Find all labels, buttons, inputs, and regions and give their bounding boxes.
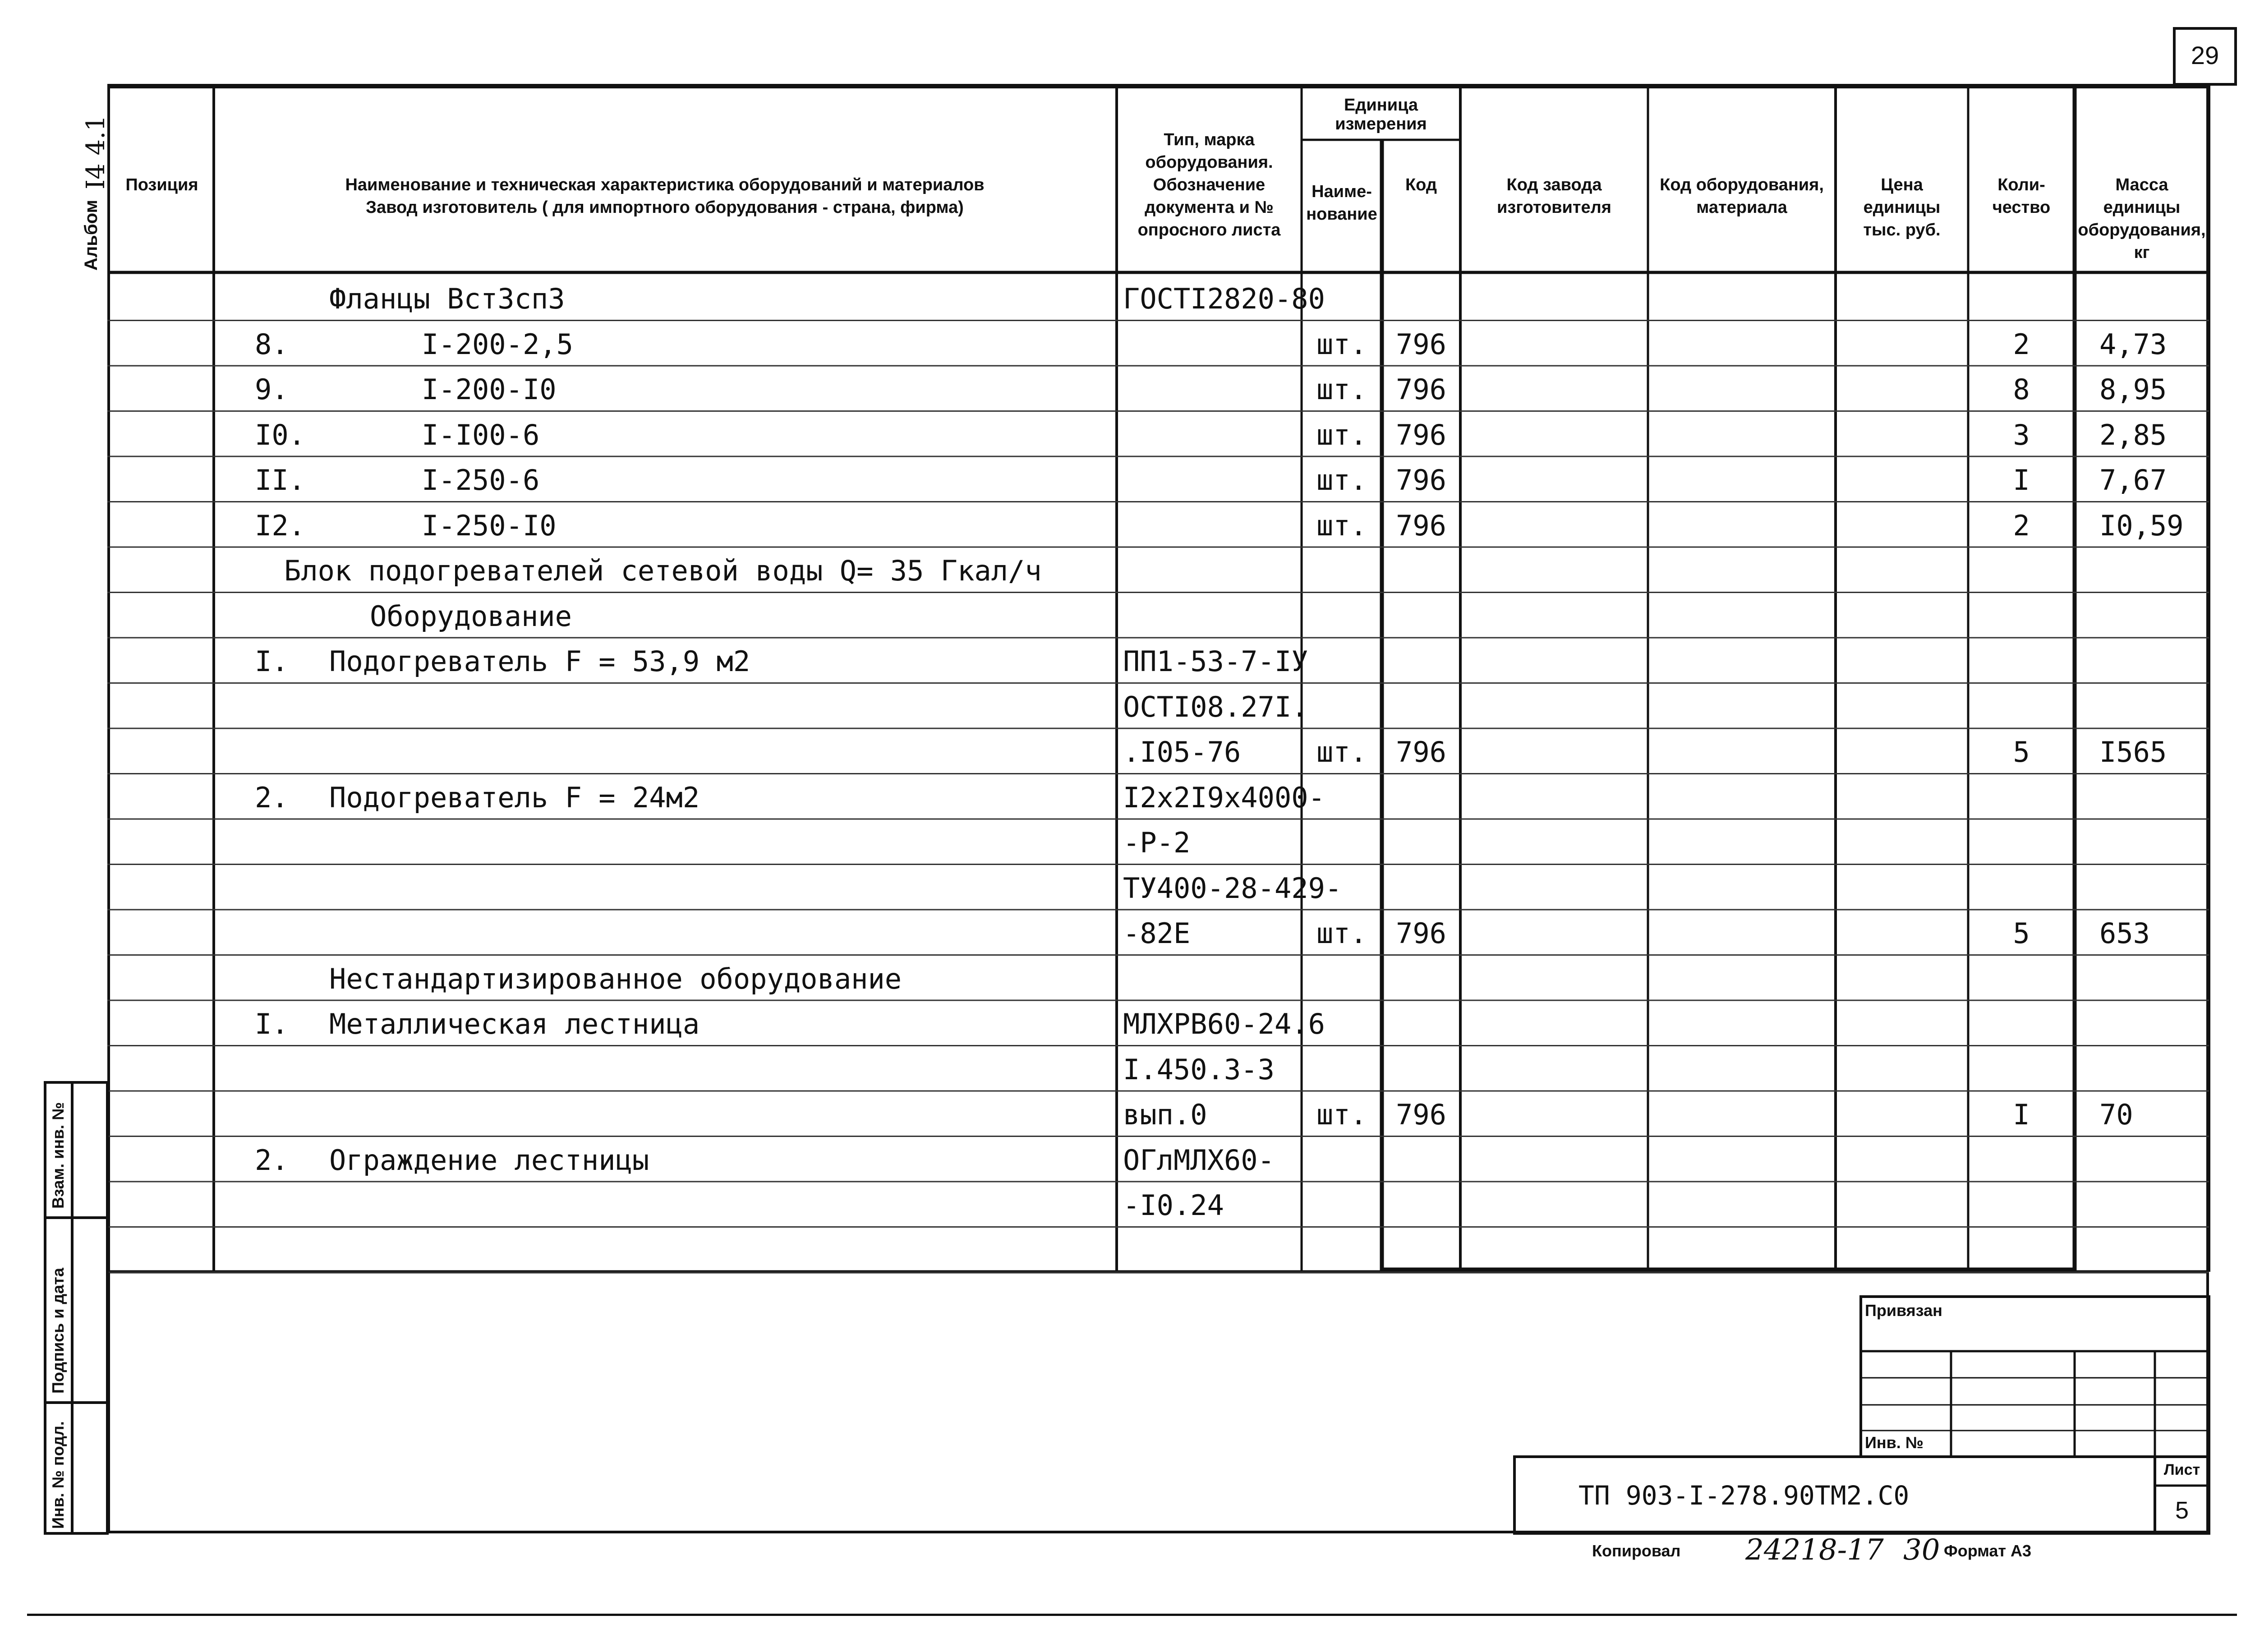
cell-pos: I0. — [255, 418, 305, 451]
header-unit-line2: измерения — [1335, 115, 1427, 133]
cell-code: 796 — [1396, 464, 1446, 497]
header-type-line4: документа и № — [1145, 198, 1274, 217]
header-unit-name-line2: нование — [1306, 205, 1377, 224]
stamp-sheet-number: 5 — [2175, 1497, 2189, 1524]
cell-qty: I — [2013, 464, 2030, 497]
header-qty-line2: чество — [1992, 198, 2051, 217]
header-unit-code: Код — [1405, 175, 1437, 194]
header-name-line1: Наименование и техническая характеристика оборудований и материалов — [345, 175, 985, 194]
cell-mass: 70 — [2099, 1098, 2133, 1131]
cell-name: Оборудование — [370, 599, 572, 633]
cell-name: Нестандартизированное оборудование — [329, 962, 902, 995]
header-type-line1: Тип, марка — [1164, 130, 1255, 149]
cell-unit: шт. — [1316, 917, 1367, 950]
stamp-doc-code: ТП 903-I-278.90ТМ2.С0 — [1578, 1480, 1910, 1511]
header-type-line2: оборудования. — [1145, 153, 1273, 172]
side-stamp-inv: Инв. № подл. — [49, 1421, 67, 1529]
header-equip-line2: материала — [1696, 198, 1787, 217]
cell-qty: I — [2013, 1098, 2030, 1131]
header-price-line3: тыс. руб. — [1863, 221, 1941, 239]
header-position: Позиция — [125, 175, 198, 194]
header-price-line2: единицы — [1863, 198, 1941, 217]
cell-type: I2x2I9x4000- — [1123, 781, 1325, 814]
top-rule — [107, 84, 2173, 86]
footer-kopiroval: Копировал — [1592, 1542, 1681, 1560]
cell-code: 796 — [1396, 1098, 1446, 1131]
cell-code: 796 — [1396, 509, 1446, 542]
cell-type: ОСТI08.27I. — [1123, 690, 1308, 723]
cell-mass: 4,73 — [2099, 327, 2167, 361]
cell-pos: I. — [255, 645, 289, 678]
stamp-privyazan: Привязан — [1865, 1301, 1942, 1320]
cell-qty: 2 — [2013, 509, 2030, 542]
cell-qty: 5 — [2013, 736, 2030, 768]
cell-mass: I565 — [2099, 736, 2167, 768]
bottom-rule — [27, 1614, 2237, 1616]
page-number: 29 — [2191, 41, 2219, 69]
cell-name: I-200-I0 — [422, 373, 557, 406]
header-mass-line2: единицы — [2103, 198, 2181, 217]
cell-pos: 2. — [255, 781, 289, 814]
header-mass-line1: Масса — [2115, 175, 2168, 194]
header-type-line5: опросного листа — [1137, 221, 1281, 239]
cell-qty: 3 — [2013, 418, 2030, 451]
cell-pos: 2. — [255, 1143, 289, 1177]
cell-qty: 8 — [2013, 373, 2030, 406]
cell-name: I-I00-6 — [422, 418, 540, 451]
cell-unit: шт. — [1316, 327, 1367, 361]
cell-mass: 7,67 — [2099, 464, 2167, 497]
cell-unit: шт. — [1316, 418, 1367, 451]
cell-name: Ограждение лестницы — [329, 1143, 649, 1177]
cell-code: 796 — [1396, 373, 1446, 406]
cell-mass: 2,85 — [2099, 418, 2167, 451]
header-type-line3: Обозначение — [1153, 175, 1266, 194]
footer-handwritten-number: 24218-17 — [1745, 1533, 1884, 1567]
album-label: Альбом — [81, 199, 101, 271]
cell-type: .I05-76 — [1123, 736, 1241, 768]
cell-mass: 653 — [2099, 917, 2150, 950]
stamp-inv-no: Инв. № — [1865, 1433, 1924, 1452]
cell-code: 796 — [1396, 917, 1446, 950]
header-mass-line3: оборудования, — [2078, 221, 2206, 239]
cell-name: Фланцы ВстЗсп3 — [329, 282, 565, 315]
cell-name: Подогреватель F = 53,9 м2 — [329, 645, 750, 678]
cell-type: ПП1-53-7-IУ — [1123, 645, 1308, 678]
header-qty-line1: Коли- — [1997, 175, 2045, 194]
header-mass-line4: кг — [2134, 243, 2150, 262]
footer-format: Формат А3 — [1944, 1542, 2032, 1560]
cell-name: Металлическая лестница — [329, 1008, 700, 1040]
header-factory-line1: Код завода — [1506, 175, 1602, 194]
cell-code: 796 — [1396, 736, 1446, 768]
cell-code: 796 — [1396, 418, 1446, 451]
header-name-line2: Завод изготовитель ( для импортного оборудования - страна, фирма) — [366, 198, 964, 217]
cell-pos: I. — [255, 1008, 289, 1040]
side-stamp-vzam: Взам. инв. № — [49, 1102, 67, 1209]
cell-pos: II. — [255, 464, 305, 497]
side-stamp-podpis: Подпись и дата — [49, 1268, 67, 1394]
footer-handwritten-sheet: 30 — [1903, 1533, 1940, 1567]
cell-type: ТУ400-28-429- — [1123, 871, 1342, 905]
cell-pos: I2. — [255, 509, 305, 542]
cell-type: МЛХРВ60-24.6 — [1123, 1008, 1325, 1040]
cell-type: -I0.24 — [1123, 1189, 1224, 1222]
cell-name: I-250-I0 — [422, 509, 557, 542]
cell-unit: шт. — [1316, 736, 1367, 768]
header-equip-line1: Код оборудования, — [1660, 175, 1824, 194]
header-factory-line2: изготовителя — [1497, 198, 1611, 217]
cell-name: I-200-2,5 — [422, 327, 573, 361]
cell-mass: I0,59 — [2099, 509, 2184, 542]
cell-unit: шт. — [1316, 1098, 1367, 1131]
album-number: I4 4.1 — [81, 115, 110, 189]
stamp-sheet-label: Лист — [2163, 1461, 2200, 1478]
cell-pos: 8. — [255, 327, 289, 361]
cell-pos: 9. — [255, 373, 289, 406]
cell-unit: шт. — [1316, 464, 1367, 497]
cell-qty: 2 — [2013, 327, 2030, 361]
cell-unit: шт. — [1316, 509, 1367, 542]
cell-type: I.450.3-3 — [1123, 1053, 1275, 1086]
cell-name: Подогреватель F = 24м2 — [329, 781, 700, 814]
header-unit-line1: Единица — [1344, 96, 1418, 115]
cell-qty: 5 — [2013, 917, 2030, 950]
cell-code: 796 — [1396, 327, 1446, 361]
cell-mass: 8,95 — [2099, 373, 2167, 406]
cell-unit: шт. — [1316, 373, 1367, 406]
cell-type: ГОСТI2820-80 — [1123, 282, 1325, 315]
cell-type: ОГлМЛХ60- — [1123, 1143, 1275, 1177]
header-price-line1: Цена — [1881, 175, 1923, 194]
cell-type: -P-2 — [1123, 826, 1191, 859]
cell-name: Блок подогревателей сетевой воды Q= 35 Гкал/ч — [284, 554, 1042, 587]
cell-type: -82E — [1123, 917, 1191, 950]
header-unit-name-line1: Наиме- — [1312, 182, 1372, 201]
cell-type: вып.0 — [1123, 1098, 1207, 1131]
cell-name: I-250-6 — [422, 464, 540, 497]
